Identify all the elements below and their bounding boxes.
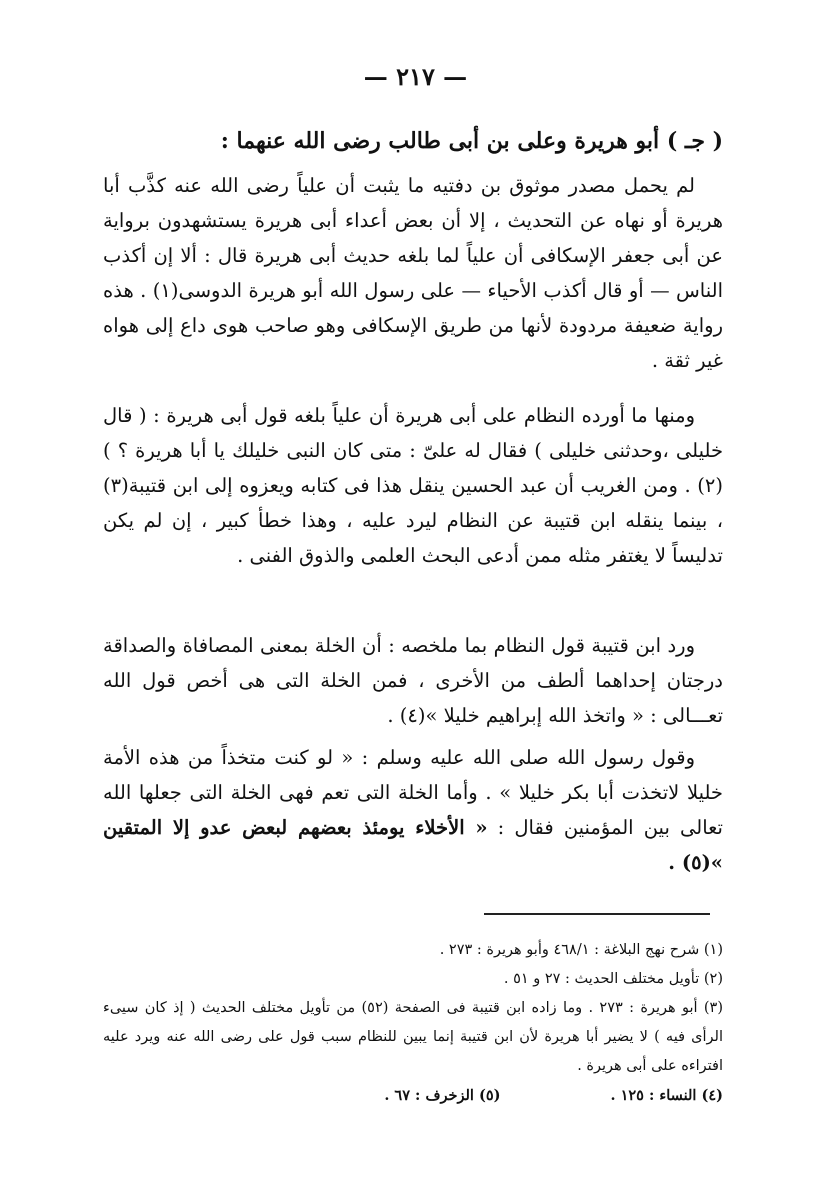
footnote-divider	[484, 913, 710, 915]
paragraph-1-text: لم يحمل مصدر موثوق بن دفتيه ما يثبت أن علياً رضى الله عنه كذَّب أبا هريرة أو نهاه عن التحديث ، إلا أن بعض أعداء أبى هريرة يستشهدون برواية عن أبى جعفر الإسكافى أن علياً لما بلغه حديث أبى هريرة قال : ألا إن أكذب الناس — أو قال أكذب الأحياء — على رسول الله أبو هريرة الدوسى(١) . هذه رواية ضعيفة مردودة لأنها من طريق الإسكافى وهو صاحب هوى داع إلى هواه غير ثقة .	[103, 174, 723, 372]
quran-quote: « الأخلاء يومئذ بعضهم لبعض عدو إلا المتقين »(٥) .	[103, 816, 723, 874]
footnote-3: (٣) أبو هريرة : ٢٧٣ . وما زاده ابن قتيبة فى الصفحة (٥٢) من تأويل مختلف الحديث ( إذ كان سيىء الرأى فيه ) لا يضير أبا هريرة لأن ابن قتيبة إنما يبين للنظام سبب قول على رضى الله عنه ويرد عليه افتراءه على أبى هريرة .	[103, 1000, 723, 1074]
section-heading: ( جـ ) أبو هريرة وعلى بن أبى طالب رضى الله عنهما :	[220, 128, 723, 154]
paragraph-4-text: وقول رسول الله صلى الله عليه وسلم : « لو كنت متخذاً من هذه الأمة خليلا لاتخذت أبا بكر خليلا » . وأما الخلة التى تعم فهى الخلة التى جعلها الله تعالى بين المؤمنين فقال :	[103, 746, 723, 839]
paragraph-2	[103, 398, 723, 573]
paragraph-1	[103, 168, 723, 378]
footnote-5: (٥) الزخرف : ٦٧ .	[384, 1087, 501, 1104]
footnote-row-last	[103, 1081, 723, 1110]
paragraph-3-text: ورد ابن قتيبة قول النظام بما ملخصه : أن الخلة بمعنى المصافاة والصداقة درجتان إحداهما ألطف من الأخرى ، فمن الخلة التى هى أخص قول الله تعـــالى : « واتخذ الله إبراهيم خليلا »(٤) .	[103, 634, 723, 727]
footnotes	[103, 936, 723, 1110]
paragraph-2-text: ومنها ما أورده النظام على أبى هريرة أن علياً بلغه قول أبى هريرة : ( قال خليلى ،وحدثنى خليلى ) فقال له علىّ : متى كان النبى خليلك يا أبا هريرة ؟ )(٢) . ومن الغريب أن عبد الحسين ينقل هذا فى كتابه ويعزوه إلى ابن قتيبة(٣) ، بينما ينقله ابن قتيبة عن النظام ليرد عليه ، وهذا خطأ كبير ، إن لم يكن تدليساً لا يغتفر مثله ممن أدعى البحث العلمى والذوق الفنى .	[103, 404, 723, 567]
footnote-2: (٢) تأويل مختلف الحديث : ٢٧ و ٥١ .	[503, 971, 723, 987]
paragraph-4	[103, 740, 723, 880]
footnote-4: (٤) النساء : ١٢٥ .	[610, 1087, 723, 1104]
page-number: — ٢١٧ —	[363, 62, 468, 91]
footnote-1: (١) شرح نهج البلاغة : ٤٦٨/١ وأبو هريرة : ٢٧٣ .	[439, 942, 723, 958]
paragraph-3	[103, 628, 723, 733]
